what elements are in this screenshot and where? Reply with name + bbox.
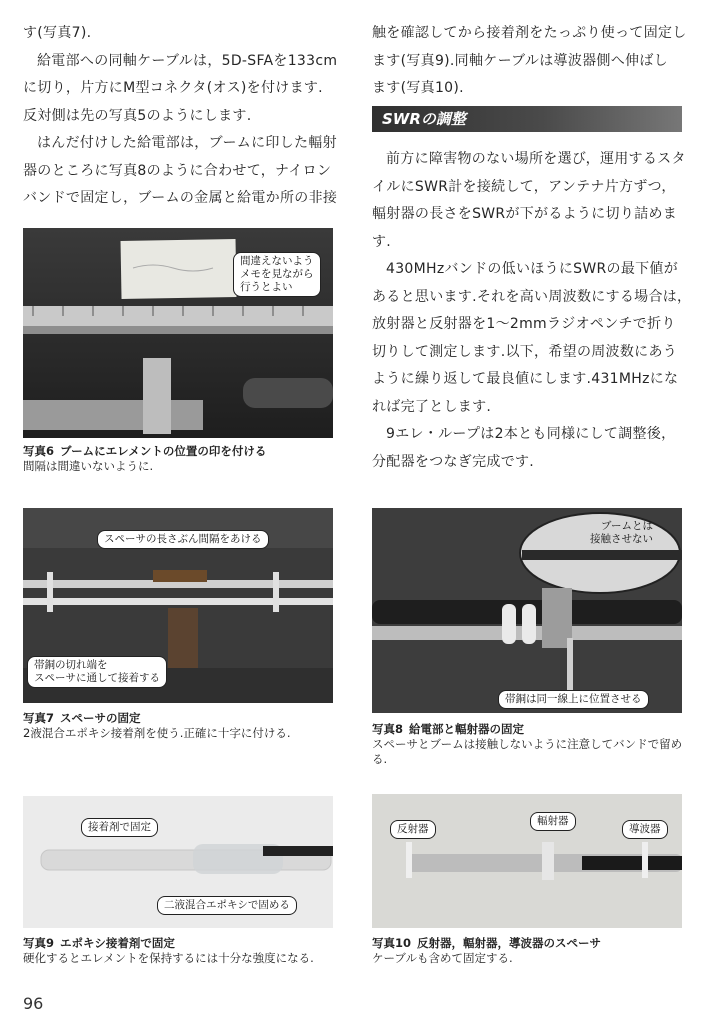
paragraph-line: 放射器と反射器を1～2mmラジオペンチで折り [372, 316, 676, 332]
paragraph-line: す(写真7). [23, 25, 92, 41]
caption-title: ブームにエレメントの位置の印を付ける [60, 444, 267, 458]
paragraph-line: す. [372, 233, 392, 250]
left-column-text [23, 20, 348, 213]
paragraph-line: 切りして測定します.以下，希望の周波数にあう [372, 343, 678, 360]
paragraph-line: イルにSWR計を接続して，アンテナ片方ずつ， [372, 178, 676, 195]
paragraph-line: に切り，片方にM型コネクタ(オス)を付けます. [23, 80, 323, 96]
caption-description: スペーサとブームは接触しないように注意してバンドで留め [372, 737, 683, 751]
photo-7-caption [23, 711, 343, 741]
callout-line: 接触させない [590, 533, 653, 545]
paragraph-line: ます(写真10). [372, 80, 464, 96]
photo-7-callout-bottom [27, 656, 167, 688]
photo-8 [372, 508, 682, 713]
paragraph-line: 前方に障害物のない場所を選び，運用するスタ [386, 151, 686, 167]
photo-10-label-reflector: 反射器 [390, 820, 436, 839]
caption-description: ケーブルも含めて固定する. [372, 951, 513, 965]
caption-description: 硬化するとエレメントを保持するには十分な強度になる. [23, 951, 314, 965]
paragraph-line: れば完了とします. [372, 398, 492, 415]
photo-7-callout-top: スペーサの長さぶん間隔をあける [97, 530, 269, 549]
photo-7 [23, 508, 333, 703]
photo-10-image [372, 794, 682, 928]
right-column-text-bottom [372, 146, 697, 476]
paragraph-line: 430MHzバンドの低いほうにSWRの最下値が [386, 261, 679, 277]
paragraph-line: 分配器をつなぎ完成です. [372, 453, 535, 470]
paragraph-line: バンドで固定し，ブームの金属と給電か所の非接 [23, 190, 338, 206]
paragraph-line: ように繰り返して最良値にします.431MHzにな [372, 371, 679, 387]
photo-10-label-director: 導波器 [622, 820, 668, 839]
paragraph-line: あると思います.それを高い周波数にする場合は， [372, 288, 692, 305]
callout-line: メモを見ながら [240, 268, 314, 280]
caption-number: 写真8 [372, 722, 404, 736]
caption-title: 給電部と輻射器の固定 [409, 722, 525, 736]
photo-9-callout-top: 接着剤で固定 [81, 818, 158, 837]
page-number: 96 [23, 994, 44, 1013]
caption-title: エポキシ接着剤で固定 [60, 936, 175, 950]
caption-title: スペーサの固定 [60, 711, 141, 725]
photo-10 [372, 794, 682, 928]
callout-line: 行うとよい [240, 281, 293, 293]
caption-title: 反射器，輻射器，導波器のスペーサ [417, 936, 602, 950]
photo-8-caption [372, 722, 702, 767]
photo-6-callout [233, 252, 321, 297]
caption-number: 写真9 [23, 936, 55, 950]
callout-line: 間違えないよう [240, 255, 314, 267]
photo-6 [23, 228, 333, 438]
paragraph-line: ます(写真9).同軸ケーブルは導波器側へ伸ばし [372, 52, 668, 69]
caption-number: 写真6 [23, 444, 55, 458]
photo-9-callout-bottom: 二液混合エポキシで固める [157, 896, 297, 915]
caption-number: 写真10 [372, 936, 412, 950]
paragraph-line: 器のところに写真8のように合わせて，ナイロン [23, 162, 332, 179]
callout-line: スペーサに通して接着する [34, 672, 160, 684]
callout-line: ブームとは [600, 520, 653, 532]
photo-8-callout-bottom: 帯銅は同一線上に位置させる [498, 690, 649, 709]
photo-10-label-radiator: 輻射器 [530, 812, 576, 831]
caption-description: 間隔は間違いないように. [23, 459, 154, 473]
photo-9-caption [23, 936, 343, 966]
caption-number: 写真7 [23, 711, 55, 725]
photo-8-callout-top [584, 518, 659, 548]
paragraph-line: はんだ付けした給電部は，ブームに印した輻射 [37, 135, 337, 151]
paragraph-line: 9エレ・ループは2本とも同様にして調整後， [386, 426, 676, 442]
caption-description: る. [372, 752, 388, 766]
section-heading: SWRの調整 [372, 106, 682, 132]
photo-6-caption [23, 444, 343, 474]
paragraph-line: 給電部への同軸ケーブルは，5D-SFAを133cm [37, 52, 338, 69]
callout-line: 帯銅の切れ端を [34, 659, 108, 671]
photo-10-caption [372, 936, 702, 966]
paragraph-line: 触を確認してから接着剤をたっぷり使って固定し [372, 25, 687, 41]
photo-9 [23, 796, 333, 928]
paragraph-line: 輻射器の長さをSWRが下がるように切り詰めま [372, 206, 678, 222]
right-column-text-top [372, 20, 697, 103]
caption-description: 2液混合エポキシ接着剤を使う.正確に十字に付ける. [23, 726, 291, 740]
paragraph-line: 反対側は先の写真5のようにします. [23, 107, 252, 124]
